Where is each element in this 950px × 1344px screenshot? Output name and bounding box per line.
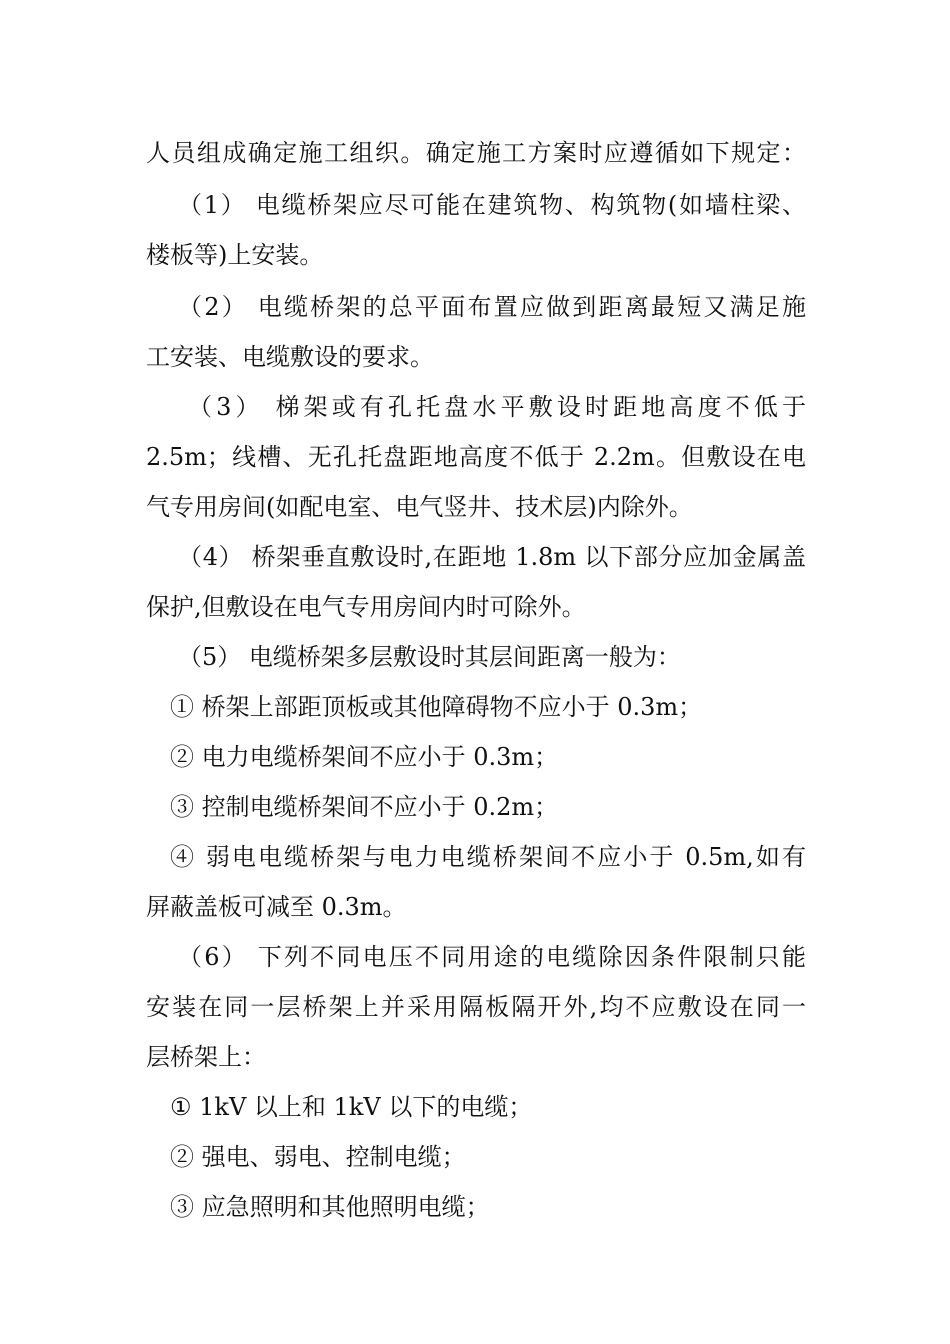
text-line: ④ 弱电电缆桥架与电力电缆桥架间不应小于 0.5m,如有: [170, 843, 806, 871]
text-line: 气专用房间(如配电室、电气竖井、技术层)内除外。: [146, 493, 693, 521]
text-line: ② 电力电缆桥架间不应小于 0.3m；: [170, 743, 559, 771]
text-line: ① 1kV 以上和 1kV 以下的电缆；: [170, 1093, 533, 1121]
text-line: （3） 梯架或有孔托盘水平敷设时距地高度不低于: [188, 393, 806, 421]
text-line: 安装在同一层桥架上并采用隔板隔开外,均不应敷设在同一: [146, 993, 806, 1021]
text-line: ① 桥架上部距顶板或其他障碍物不应小于 0.3m；: [170, 693, 703, 721]
text-line: ③ 控制电缆桥架间不应小于 0.2m；: [170, 793, 559, 821]
text-line: 工安装、电缆敷设的要求。: [146, 343, 434, 371]
text-line: 人员组成确定施工组织。确定施工方案时应遵循如下规定：: [146, 139, 806, 167]
text-line: ② 强电、弱电、控制电缆；: [170, 1143, 466, 1171]
text-line: （1） 电缆桥架应尽可能在建筑物、构筑物(如墙柱梁、: [178, 191, 806, 219]
text-line: （6） 下列不同电压不同用途的电缆除因条件限制只能: [178, 943, 806, 971]
text-line: 保护,但敷设在电气专用房间内时可除外。: [146, 593, 586, 621]
text-line: ③ 应急照明和其他照明电缆；: [170, 1193, 490, 1221]
text-line: （2） 电缆桥架的总平面布置应做到距离最短又满足施: [178, 293, 806, 321]
text-line: （5） 电缆桥架多层敷设时其层间距离一般为：: [178, 643, 681, 671]
text-line: （4） 桥架垂直敷设时,在距地 1.8m 以下部分应加金属盖: [178, 543, 806, 571]
text-line: 楼板等)上安装。: [146, 241, 324, 269]
text-line: 2.5m；线槽、无孔托盘距地高度不低于 2.2m。但敷设在电: [146, 443, 806, 471]
text-line: 屏蔽盖板可减至 0.3m。: [146, 893, 407, 921]
text-line: 层桥架上：: [146, 1043, 266, 1071]
